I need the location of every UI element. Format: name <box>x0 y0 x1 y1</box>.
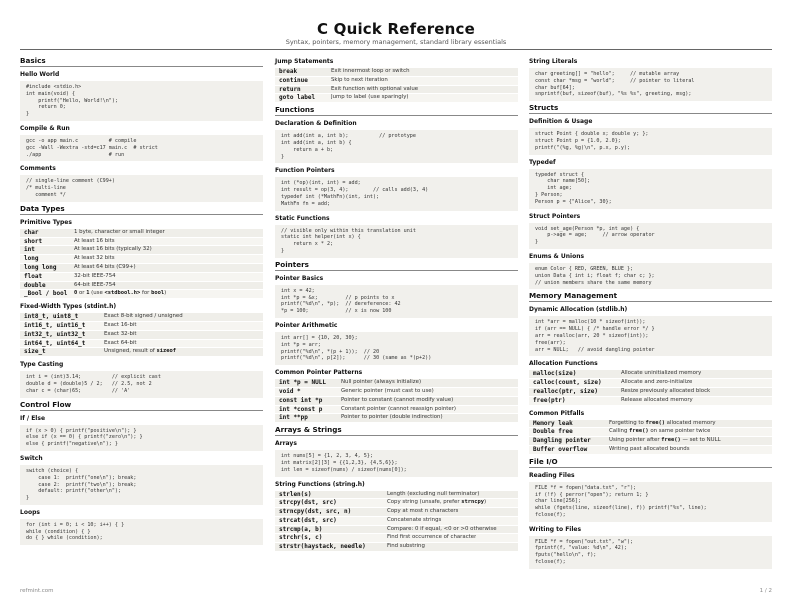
table-keyword: char <box>24 228 39 236</box>
table-keyword: return <box>279 85 301 93</box>
table-keyword: realloc(ptr, size) <box>533 387 599 395</box>
table-keyword: calloc(count, size) <box>533 379 602 387</box>
section-heading-basics: Basics <box>20 56 263 67</box>
table-keyword: malloc(size) <box>533 370 577 378</box>
subsection-heading-compile-run: Compile & Run <box>20 124 70 132</box>
code-block: int i = (int)3.14; // explicit cast double d = (double)5 / 2; // 2.5, not 2 char c = (char)65; // 'A' <box>20 371 263 397</box>
description-text: Unsigned, result of <box>104 348 157 355</box>
subsection-heading-arrays: Arrays <box>275 440 297 448</box>
table-keyword: long <box>24 255 39 263</box>
table-keyword: int *const p <box>279 405 323 413</box>
inline-code: bool <box>151 290 165 297</box>
inline-code: free() <box>629 428 649 435</box>
code-block: #include <stdio.h> int main(void) { printf("Hello, World!\n"); return 0; } <box>20 81 263 121</box>
table-row <box>529 437 772 446</box>
section-heading-control-flow: Control Flow <box>20 400 263 411</box>
subsection-heading-writing-to-files: Writing to Files <box>529 525 582 533</box>
table-row <box>20 282 263 291</box>
table-row <box>20 273 263 282</box>
table-keyword: long long <box>24 263 57 271</box>
subsection-heading-allocation-functions: Allocation Functions <box>529 360 598 368</box>
table-description: Resize previously allocated block <box>621 387 711 394</box>
page-subtitle: Syntax, pointers, memory management, standard library essentials <box>285 38 507 46</box>
code-block: switch (choice) { case 1: printf("one\n"); break; case 2: printf("two\n"); break; default: printf("other\n"); } <box>20 465 263 505</box>
page-title: C Quick Reference <box>316 20 476 38</box>
reference-table <box>20 313 263 357</box>
table-keyword: int **pp <box>279 414 308 422</box>
subsection-heading-if-else: If / Else <box>20 414 46 422</box>
reference-table <box>529 420 772 455</box>
table-description: At least 32 bits <box>74 255 115 262</box>
table-keyword: strncpy(dst, src, n) <box>279 508 352 516</box>
reference-table <box>529 370 772 405</box>
table-description: Null pointer (always initialize) <box>341 379 422 386</box>
table-description: Pointer to pointer (double indirection) <box>341 414 443 421</box>
code-block: int (*op)(int, int) = add; int result = op(3, 4); // calls add(3, 4) typedef int (*MathFn)(int, int); MathFn fn = add; <box>275 177 518 210</box>
table-description <box>609 428 710 436</box>
description-text: allocated memory <box>664 419 716 426</box>
code-block: if (x > 0) { printf("positive\n"); } else if (x == 0) { printf("zero\n"); } else { printf("negative\n"); } <box>20 425 263 451</box>
table-description: Find substring <box>387 543 425 550</box>
table-row <box>20 246 263 255</box>
subsection-heading-common-pointer-patterns: Common Pointer Patterns <box>275 369 363 377</box>
table-row <box>275 499 518 508</box>
table-description: Exit innermost loop or switch <box>331 68 410 74</box>
description-text: Copy string (unsafe, prefer <box>387 499 462 506</box>
table-description: Find first occurrence of character <box>387 534 477 541</box>
table-keyword: Memory leak <box>533 419 573 427</box>
inline-code: 1 <box>86 290 90 297</box>
table-keyword: int8_t, uint8_t <box>24 313 79 321</box>
table-row <box>275 86 518 95</box>
column-2 <box>275 54 518 552</box>
code-block: enum Color { RED, GREEN, BLUE }; union Data { int i; float f; char c; }; // union members share the same memory <box>529 263 772 289</box>
description-text: or <box>77 290 87 297</box>
subsection-heading-declaration-definition: Declaration & Definition <box>275 120 357 128</box>
column-3 <box>529 54 772 569</box>
table-row <box>529 420 772 429</box>
table-description: At least 16 bits (typically 32) <box>74 246 152 253</box>
column-1 <box>20 54 263 545</box>
subsection-heading-common-pitfalls: Common Pitfalls <box>529 409 585 417</box>
subsection-heading-primitive-types: Primitive Types <box>20 218 72 226</box>
table-row <box>275 406 518 415</box>
table-row <box>20 255 263 264</box>
subsection-heading-enums-unions: Enums & Unions <box>529 252 585 260</box>
code-block: int arr[] = {10, 20, 30}; int *p = arr; printf("%d\n", *(p + 1)); // 20 printf("%d\n", p[2]); // 30 (same as *(p+2)) <box>275 332 518 365</box>
code-block: int add(int a, int b); // prototype int add(int a, int b) { return a + b; } <box>275 130 518 163</box>
table-row <box>20 313 263 322</box>
page-header <box>0 20 792 46</box>
reference-table <box>275 68 518 103</box>
table-row <box>20 290 263 299</box>
table-description: 1 byte, character or small integer <box>74 228 165 235</box>
subsection-heading-type-casting: Type Casting <box>20 361 64 369</box>
table-keyword: void * <box>279 387 301 395</box>
table-description: Compare: 0 if equal, <0 or >0 otherwise <box>387 525 497 532</box>
table-description: Exit function with optional value <box>331 85 419 92</box>
description-text: Using pointer after <box>609 437 662 444</box>
subsection-heading-loops: Loops <box>20 508 40 516</box>
table-description: Exact 64-bit <box>104 339 137 346</box>
code-block: FILE *f = fopen("data.txt", "r"); if (!f) { perror("open"); return 1; } char line[256]; while (fgets(line, sizeof(line), f)) printf("%s", line); fclose(f); <box>529 482 772 522</box>
table-keyword: const int *p <box>279 396 323 404</box>
table-row <box>275 543 518 552</box>
table-keyword: strcat(dst, src) <box>279 516 337 524</box>
table-row <box>275 68 518 77</box>
table-row <box>529 370 772 379</box>
table-keyword: free(ptr) <box>533 396 566 404</box>
table-description <box>74 290 166 298</box>
description-text: Calling <box>609 428 630 435</box>
subsection-heading-string-literals: String Literals <box>529 58 578 65</box>
table-description: Concatenate strings <box>387 516 442 523</box>
table-keyword: size_t <box>24 348 46 356</box>
table-description: Exact 16-bit <box>104 321 137 328</box>
table-keyword: Double free <box>533 428 573 436</box>
code-block: int nums[5] = {1, 2, 3, 4, 5}; int matrix[2][3] = {{1,2,3}, {4,5,6}}; int len = sizeof(nums) / sizeof(nums[0]); <box>275 450 518 476</box>
section-heading-structs: Structs <box>529 103 772 114</box>
table-description: Copy at most n characters <box>387 508 459 515</box>
reference-table <box>275 379 518 423</box>
inline-code: free() <box>661 437 681 444</box>
table-keyword: Dangling pointer <box>533 437 591 445</box>
description-text: on same pointer twice <box>648 428 711 435</box>
code-block: int *arr = malloc(10 * sizeof(int)); if (arr == NULL) { /* handle error */ } arr = realloc(arr, 20 * sizeof(int)); free(arr); arr = NULL; // avoid dangling pointer <box>529 316 772 356</box>
table-description: 64-bit IEEE-754 <box>74 281 116 288</box>
table-row <box>20 322 263 331</box>
section-heading-arrays-strings: Arrays & Strings <box>275 425 518 436</box>
table-description <box>609 437 721 445</box>
subsection-heading-fixed-width-types-stdint-h: Fixed-Width Types (stdint.h) <box>20 303 117 311</box>
description-text: ) <box>164 290 167 297</box>
table-row <box>20 331 263 340</box>
table-row <box>20 348 263 357</box>
section-heading-data-types: Data Types <box>20 204 263 215</box>
section-heading-pointers: Pointers <box>275 260 518 271</box>
table-keyword: int32_t, uint32_t <box>24 330 86 338</box>
table-row <box>275 526 518 535</box>
code-block: // visible only within this translation unit static int helper(int x) { return x * 2; } <box>275 225 518 258</box>
code-block: void set_age(Person *p, int age) { p->age = age; // arrow operator } <box>529 223 772 249</box>
section-heading-functions: Functions <box>275 105 518 116</box>
header-divider <box>20 49 772 50</box>
table-row <box>529 388 772 397</box>
subsection-heading-reading-files: Reading Files <box>529 471 575 479</box>
table-row <box>275 517 518 526</box>
code-block: FILE *f = fopen("out.txt", "w"); fprintf(f, "value: %d\n", 42); fputs("hello\n", f); fclose(f); <box>529 536 772 569</box>
table-row <box>529 446 772 455</box>
table-row <box>529 397 772 406</box>
table-keyword: goto label <box>279 94 316 102</box>
table-keyword: int16_t, uint16_t <box>24 321 86 329</box>
table-keyword: double <box>24 281 46 289</box>
table-description: Writing past allocated bounds <box>609 445 690 452</box>
inline-code: free() <box>645 419 665 426</box>
table-description: Skip to next iteration <box>331 76 388 83</box>
table-description: Constant pointer (cannot reassign pointer) <box>341 405 457 412</box>
description-text: — set to NULL <box>680 437 721 444</box>
table-row <box>20 340 263 349</box>
table-description <box>609 420 716 428</box>
table-row <box>529 379 772 388</box>
table-row <box>275 397 518 406</box>
table-keyword: strchr(s, c) <box>279 534 323 542</box>
table-description <box>104 348 176 356</box>
subsection-heading-string-functions-string-h: String Functions (string.h) <box>275 480 365 488</box>
table-keyword: int *p = NULL <box>279 379 326 387</box>
subsection-heading-pointer-arithmetic: Pointer Arithmetic <box>275 321 338 329</box>
table-row <box>20 238 263 247</box>
description-text: for <box>140 290 152 297</box>
table-keyword: int <box>24 246 35 254</box>
table-keyword: break <box>279 68 298 75</box>
subsection-heading-switch: Switch <box>20 454 43 462</box>
subsection-heading-jump-statements: Jump Statements <box>275 58 334 65</box>
table-keyword: strstr(haystack, needle) <box>279 543 366 551</box>
inline-code: <stdbool.h> <box>104 290 141 297</box>
table-keyword: strcmp(a, b) <box>279 525 323 533</box>
table-row <box>529 428 772 437</box>
table-description: Exact 32-bit <box>104 330 137 337</box>
code-block: int x = 42; int *p = &x; // p points to x printf("%d\n", *p); // dereference: 42 *p = 100; // x is now 100 <box>275 285 518 318</box>
table-description <box>387 499 486 507</box>
subsection-heading-dynamic-allocation-stdlib-h: Dynamic Allocation (stdlib.h) <box>529 306 628 314</box>
table-keyword: strlen(s) <box>279 490 312 498</box>
table-keyword: _Bool / bool <box>24 290 68 298</box>
table-keyword: float <box>24 272 43 280</box>
table-row <box>275 388 518 397</box>
subsection-heading-function-pointers: Function Pointers <box>275 167 335 175</box>
code-block: typedef struct { char name[50]; int age; } Person; Person p = {"Alice", 30}; <box>529 169 772 209</box>
table-row <box>20 264 263 273</box>
table-description: Pointer to constant (cannot modify value) <box>341 396 454 403</box>
table-row <box>275 379 518 388</box>
description-text: (use <box>89 290 105 297</box>
inline-code: sizeof <box>156 348 177 355</box>
table-row <box>275 534 518 543</box>
code-block: // single-line comment (C99+) /* multi-line comment */ <box>20 175 263 201</box>
section-heading-file-i-o: File I/O <box>529 457 772 468</box>
table-row <box>275 508 518 517</box>
table-description: Exact 8-bit signed / unsigned <box>104 313 183 320</box>
table-keyword: short <box>24 237 43 245</box>
subsection-heading-comments: Comments <box>20 165 56 173</box>
subsection-heading-pointer-basics: Pointer Basics <box>275 274 324 282</box>
subsection-heading-hello-world: Hello World <box>20 71 60 78</box>
table-description: Generic pointer (must cast to use) <box>341 387 434 394</box>
table-keyword: int64_t, uint64_t <box>24 339 86 347</box>
table-description: Allocate and zero-initialize <box>621 379 693 386</box>
inline-code: strncpy <box>461 499 484 506</box>
code-block: struct Point { double x; double y; }; struct Point p = {1.0, 2.0}; printf("(%g, %g)\n", p.x, p.y); <box>529 128 772 154</box>
code-block: gcc -o app main.c # compile gcc -Wall -Wextra -std=c17 main.c # strict ./app # run <box>20 135 263 161</box>
table-description: At least 64 bits (C99+) <box>74 263 136 270</box>
footer-site: refmint.com <box>20 588 54 594</box>
code-block: for (int i = 0; i < 10; i++) { } while (condition) { } do { } while (condition); <box>20 519 263 545</box>
table-description: 32-bit IEEE-754 <box>74 272 116 279</box>
subsection-heading-static-functions: Static Functions <box>275 214 330 222</box>
table-description: Length (excluding null terminator) <box>387 490 480 497</box>
description-text: ) <box>483 499 487 506</box>
reference-table <box>275 491 518 553</box>
subsection-heading-typedef: Typedef <box>529 158 556 166</box>
table-row <box>275 94 518 103</box>
footer-page-number: 1 / 2 <box>759 588 772 594</box>
description-text: Forgetting to <box>609 419 646 426</box>
inline-code: 0 <box>74 290 78 297</box>
table-row <box>275 491 518 500</box>
table-keyword: Buffer overflow <box>533 445 588 453</box>
reference-table <box>20 229 263 299</box>
table-row <box>275 77 518 86</box>
table-row <box>20 229 263 238</box>
code-block: char greeting[] = "hello"; // mutable array const char *msg = "world"; // pointer to literal char buf[64]; snprintf(buf, sizeof(buf), "%s %s", greeting, msg); <box>529 68 772 101</box>
table-keyword: continue <box>279 76 308 84</box>
table-description: Jump to label (use sparingly) <box>331 94 409 101</box>
subsection-heading-definition-usage: Definition & Usage <box>529 118 593 126</box>
table-description: Allocate uninitialized memory <box>621 370 702 377</box>
table-description: At least 16 bits <box>74 237 115 244</box>
section-heading-memory-management: Memory Management <box>529 291 772 302</box>
table-description: Release allocated memory <box>621 396 693 403</box>
subsection-heading-struct-pointers: Struct Pointers <box>529 212 581 220</box>
table-keyword: strcpy(dst, src) <box>279 499 337 507</box>
table-row <box>275 414 518 423</box>
